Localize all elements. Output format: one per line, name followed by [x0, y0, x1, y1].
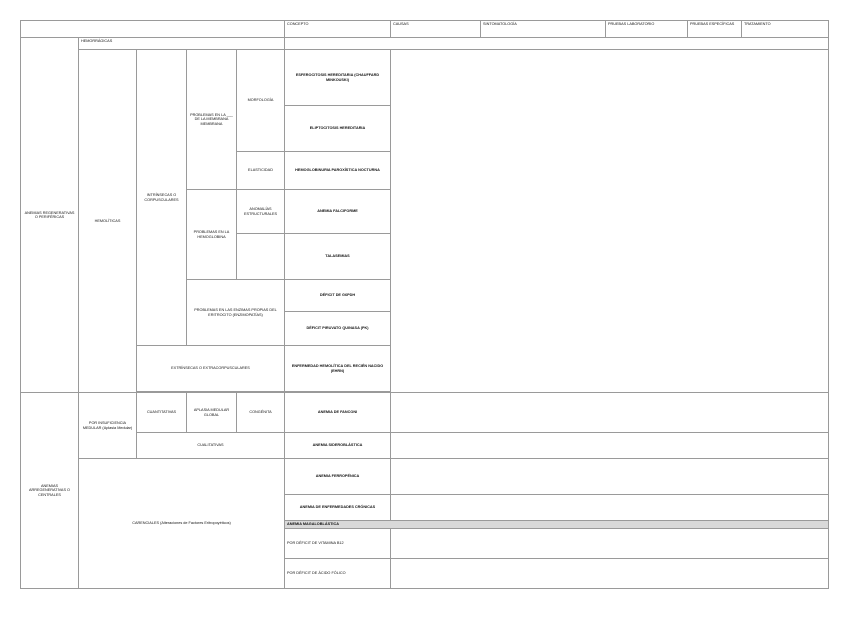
hemorragicas-empty	[285, 38, 829, 50]
group-intrinsecas: INTRÍNSECAS O CORPUSCULARES	[137, 50, 187, 346]
group-cualitativas: CUALITATIVAS	[137, 433, 285, 459]
talasemias-spacer	[237, 234, 285, 280]
disease-b12: POR DÉFICIT DE VITAMINA B12	[285, 529, 391, 559]
header-concepto: CONCEPTO	[285, 21, 391, 38]
disease-sideroblastica: ANEMIA SIDEROBLÁSTICA	[285, 433, 391, 459]
group-arregenerativas: ANEMIAS ARREGENERATIVAS O CENTRALES	[21, 393, 79, 589]
header-tratamiento: TRATAMIENTO	[742, 21, 829, 38]
disease-megaloblastica: ANEMIA MAGALOBLÁSTICA	[285, 521, 829, 529]
disease-folico: POR DÉFICIT DE ÁCIDO FÓLICO	[285, 559, 391, 589]
header-pruebas-especificas: PRUEBAS ESPECÍFICAS	[688, 21, 742, 38]
disease-hemolitica-rn: ENFERMEDAD HEMOLÍTICA DEL RECIÉN NACIDO (EHRN)	[285, 346, 391, 392]
disease-falciforme: ANEMIA FALCIFORME	[285, 190, 391, 234]
group-membrana: PROBLEMAS EN LA ___ DE LA MEMBRANA MEMBRANA	[187, 50, 237, 190]
b12-details	[391, 529, 829, 559]
group-carenciales: CARENCIALES (Alteraciones de Factores Eritropoyéticos)	[79, 459, 285, 589]
disease-g6pd: DÉFICIT DE G6PDH	[285, 280, 391, 312]
detail-cells	[391, 50, 829, 393]
group-extrinsecas: EXTRÍNSECAS O EXTRACORPUSCULARES	[137, 346, 285, 392]
disease-fanconi: ANEMIA DE FANCONI	[285, 393, 391, 433]
fanconi-details	[391, 393, 829, 433]
disease-eliptocitosis: ELIPTOCITOSIS HEREDITARIA	[285, 106, 391, 152]
header-pruebas-laboratorio: PRUEBAS LABORATORIO	[606, 21, 688, 38]
group-enzimas: PROBLEMAS EN LAS ENZIMAS PROPIAS DEL ERITROCITO (ENZIMOPATÍAS)	[187, 280, 285, 346]
ferropenica-details	[391, 459, 829, 495]
disease-hpn: HEMOGLOBINURIA PAROXÍSTICA NOCTURNA	[285, 152, 391, 190]
sideroblastica-details	[391, 433, 829, 459]
group-hemoliticas: HEMOLÍTICAS	[79, 50, 137, 393]
disease-cronicas: ANEMIA DE ENFERMEDADES CRÓNICAS	[285, 495, 391, 521]
group-elasticidad: ELASTICIDAD	[237, 152, 285, 190]
group-cuantitativas: CUANTITATIVAS	[137, 393, 187, 433]
header-causas: CAUSAS	[391, 21, 481, 38]
anemia-classification-table	[20, 20, 829, 589]
group-aplasia: APLASIA MEDULAR GLOBAL	[187, 393, 237, 433]
group-insuficiencia: POR INSUFICIENCIA MEDULAR (Aplasia Medular)	[79, 393, 137, 459]
group-congenita: CONGÉNITA	[237, 393, 285, 433]
group-hemoglobina: PROBLEMAS EN LA HEMOGLOBINA	[187, 190, 237, 280]
header-empty	[21, 21, 285, 38]
disease-talasemias: TALASEMIAS	[285, 234, 391, 280]
cronicas-details	[391, 495, 829, 521]
disease-piruvato: DÉFICIT PIRUVATO QUINASA (PK)	[285, 312, 391, 346]
group-estructurales: ANOMALÍAS ESTRUCTURALES	[237, 190, 285, 234]
disease-esferocitosis: ESFEROCITOSIS HEREDITARIA (CHAUFFARD MINKOUSKI)	[285, 50, 391, 106]
folico-details	[391, 559, 829, 589]
group-hemorragicas: HEMORRÁGICAS	[79, 38, 285, 50]
group-morfologia: MORFOLOGÍA	[237, 50, 285, 152]
disease-ferropenica: ANEMIA FERROPÉNICA	[285, 459, 391, 495]
header-sintomatologia: SINTOMATOLOGÍA	[481, 21, 606, 38]
group-regenerativas: ANEMIAS REGENERATIVAS O PERIFÉRICAS	[21, 38, 79, 393]
